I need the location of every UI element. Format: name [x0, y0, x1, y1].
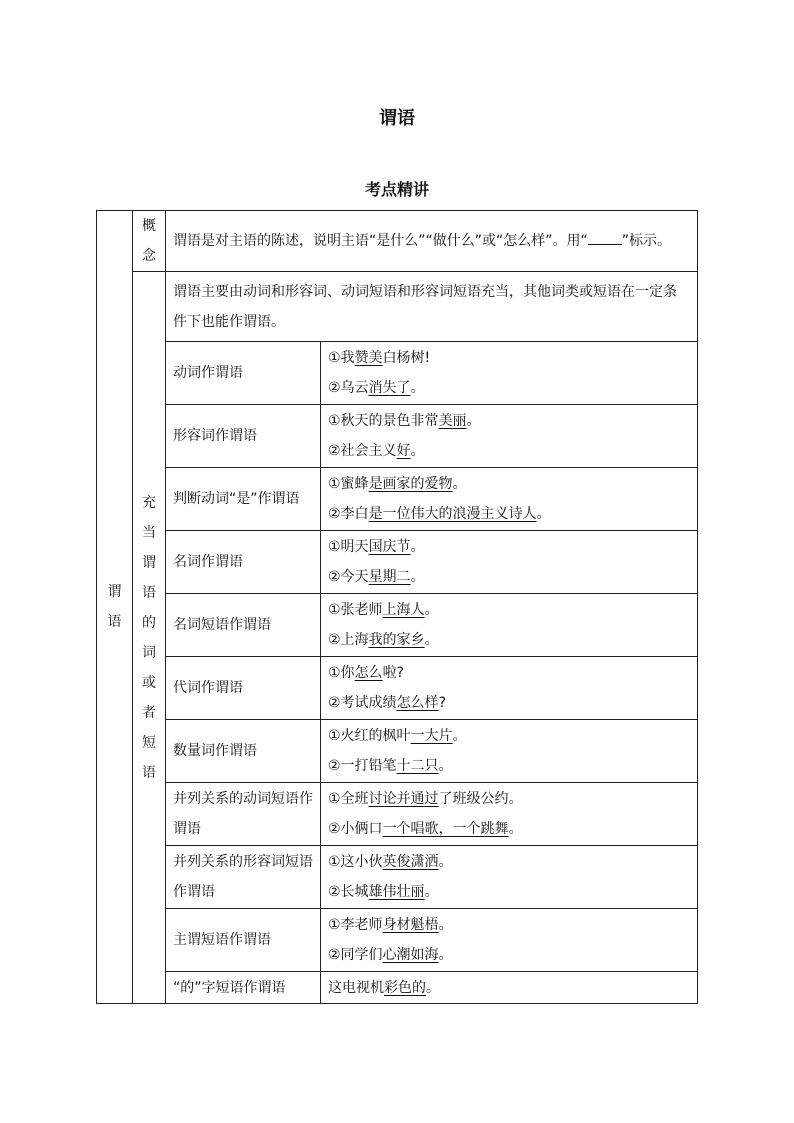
serve-label: 充当谓语的词或者短语	[133, 272, 166, 1004]
example-sentence	[328, 499, 690, 529]
example-row	[97, 909, 698, 972]
usage-examples	[321, 783, 698, 846]
usage-examples	[321, 405, 698, 468]
underlined-predicate: 身材魁梧	[382, 917, 439, 933]
sentence-text: 。	[466, 413, 481, 429]
sentence-text: 。	[438, 758, 453, 774]
usage-type: 判断动词“是”作谓语	[166, 468, 321, 531]
sentence-text: ②今天	[328, 569, 369, 585]
sentence-text: ①火红的枫叶	[328, 728, 411, 744]
concept-label: 概念	[133, 211, 166, 272]
usage-examples	[321, 342, 698, 405]
section-subtitle: 考点精讲	[364, 180, 429, 199]
intro-row	[97, 272, 698, 342]
example-sentence	[328, 436, 690, 466]
sentence-text: 。	[452, 728, 467, 744]
example-sentence	[328, 877, 690, 907]
sentence-text: ①李老师	[328, 917, 383, 933]
blank-underline	[588, 230, 622, 245]
usage-type: 主谓短语作谓语	[166, 909, 321, 972]
underlined-predicate: 美丽	[438, 413, 467, 429]
underlined-predicate: 上海人	[382, 602, 425, 618]
sentence-text: ①全班	[328, 791, 369, 807]
sentence-text: ①明天	[328, 539, 369, 555]
usage-examples	[321, 846, 698, 909]
sentence-text: 。	[536, 506, 551, 522]
underlined-predicate: 星期二	[368, 569, 411, 585]
example-sentence	[328, 910, 690, 940]
example-sentence	[328, 343, 690, 373]
example-row	[97, 594, 698, 657]
underlined-predicate: 是一位伟大的浪漫主义诗人	[368, 506, 537, 522]
usage-examples	[321, 594, 698, 657]
example-sentence	[328, 595, 690, 625]
sentence-text: 。	[438, 947, 453, 963]
sentence-text: ②长城	[328, 884, 369, 900]
sentence-text: ②乌云	[328, 380, 369, 396]
underlined-predicate: 讨论并通过	[368, 791, 439, 807]
example-sentence	[328, 751, 690, 781]
usage-type: “的”字短语作谓语	[166, 972, 321, 1004]
underlined-predicate: 雄伟壮丽	[368, 884, 425, 900]
sentence-text: 白杨树!	[382, 350, 431, 366]
concept-text	[166, 211, 698, 272]
example-row	[97, 972, 698, 1004]
example-row	[97, 783, 698, 846]
sentence-text: ①蜜蜂	[328, 476, 369, 492]
usage-type: 数量词作谓语	[166, 720, 321, 783]
sentence-text: 了班级公约。	[438, 791, 523, 807]
sentence-text: ①秋天的景色非常	[328, 413, 439, 429]
underlined-predicate: 消失了	[368, 380, 411, 396]
underlined-predicate: 英俊潇洒	[382, 854, 439, 870]
sentence-text: ①我	[328, 350, 355, 366]
underlined-predicate: 怎么	[354, 665, 383, 681]
usage-examples	[321, 720, 698, 783]
underlined-predicate: 怎么样	[396, 695, 439, 711]
example-row	[97, 405, 698, 468]
usage-type: 并列关系的形容词短语作谓语	[166, 846, 321, 909]
sentence-text: ②小俩口	[328, 821, 383, 837]
usage-examples	[321, 531, 698, 594]
sentence-text: ?	[438, 695, 446, 711]
sentence-text: 这电视机	[328, 979, 384, 996]
usage-type: 并列关系的动词短语作谓语	[166, 783, 321, 846]
usage-type: 代词作谓语	[166, 657, 321, 720]
sentence-text: ①张老师	[328, 602, 383, 618]
sentence-text: ②上海	[328, 632, 369, 648]
usage-examples	[321, 909, 698, 972]
example-row	[97, 720, 698, 783]
underlined-predicate: 十二只	[396, 758, 439, 774]
example-row	[97, 342, 698, 405]
sentence-text: 。	[424, 602, 439, 618]
page-title: 谓语	[379, 108, 415, 129]
example-sentence	[328, 469, 690, 499]
concept-text-before: 谓语是对主语的陈述，说明主语“是什么”“做什么”或“怎么样”。用“	[173, 233, 588, 249]
concept-text-after: ”标示。	[621, 233, 672, 249]
underlined-predicate: 一个唱歌，一个跳舞	[382, 821, 509, 837]
sentence-text: 。	[424, 632, 439, 648]
sentence-text: ①你	[328, 665, 355, 681]
sentence-text: ②李白	[328, 506, 369, 522]
concept-row	[97, 211, 698, 272]
example-sentence	[328, 940, 690, 970]
underlined-predicate: 赞美	[354, 350, 383, 366]
sentence-text: 。	[508, 821, 523, 837]
sentence-text: 。	[410, 569, 425, 585]
underlined-predicate: 是画家的爱物	[368, 476, 453, 492]
sentence-text: 。	[438, 917, 453, 933]
sentence-text: 啦?	[382, 665, 404, 681]
usage-examples	[321, 657, 698, 720]
example-row	[97, 657, 698, 720]
example-sentence	[328, 814, 690, 844]
example-sentence	[328, 373, 690, 403]
example-row	[97, 531, 698, 594]
example-row	[97, 468, 698, 531]
example-sentence	[328, 721, 690, 751]
predicate-table	[96, 210, 698, 1004]
example-sentence	[328, 625, 690, 655]
sentence-text: ②社会主义	[328, 443, 397, 459]
sentence-text: 。	[410, 380, 425, 396]
example-sentence	[328, 784, 690, 814]
underlined-predicate: 我的家乡	[368, 632, 425, 648]
example-sentence	[328, 973, 690, 1003]
underlined-predicate: 好	[396, 443, 411, 459]
sentence-text: 。	[424, 884, 439, 900]
usage-examples	[321, 972, 698, 1004]
example-sentence	[328, 847, 690, 877]
usage-type: 名词作谓语	[166, 531, 321, 594]
main-label: 谓语	[97, 211, 133, 1004]
serve-intro: 谓语主要由动词和形容词、动词短语和形容词短语充当，其他词类或短语在一定条件下也能作谓语。	[166, 272, 698, 342]
sentence-text: ②一打铅笔	[328, 758, 397, 774]
example-row	[97, 846, 698, 909]
underlined-predicate: 心潮如海	[382, 947, 439, 963]
sentence-text: 。	[410, 539, 425, 555]
underlined-predicate: 彩色的	[384, 979, 426, 996]
sentence-text: ②同学们	[328, 947, 383, 963]
usage-type: 名词短语作谓语	[166, 594, 321, 657]
sentence-text: ①这小伙	[328, 854, 383, 870]
example-sentence	[328, 688, 690, 718]
underlined-predicate: 国庆节	[368, 539, 411, 555]
usage-type: 形容词作谓语	[166, 405, 321, 468]
usage-type: 动词作谓语	[166, 342, 321, 405]
example-sentence	[328, 532, 690, 562]
sentence-text: 。	[438, 854, 453, 870]
sentence-text: 。	[452, 476, 467, 492]
sentence-text: 。	[410, 443, 425, 459]
example-sentence	[328, 562, 690, 592]
underlined-predicate: 一大片	[410, 728, 453, 744]
sentence-text: ②考试成绩	[328, 695, 397, 711]
sentence-text: 。	[426, 979, 440, 996]
example-sentence	[328, 658, 690, 688]
example-sentence	[328, 406, 690, 436]
usage-examples	[321, 468, 698, 531]
